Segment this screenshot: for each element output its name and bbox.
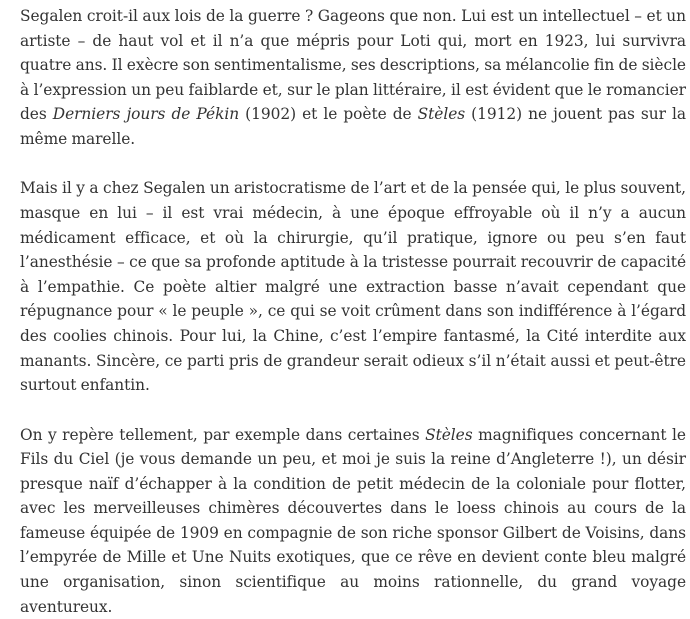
- paragraph-1-text-3: (1912) ne jouent pas sur la même marelle.: [20, 105, 686, 148]
- paragraph-2: [20, 176, 686, 397]
- paragraph-3-text: On y repère tellement, par exemple dans certaines: [20, 426, 425, 444]
- paragraph-1: [20, 4, 686, 152]
- paragraph-3-text-2: magnifiques concernant le Fils du Ciel (je vous demande un peu, et moi je suis la reine d’Angleterre !), un désir presque naïf d’échapper à la condition de petit médecin de la coloniale pour flotter, avec les merveilleuses chimères découvertes dans le loess chinois au cours de la fameuse équipée de 1909 en compagnie de son riche sponsor Gilbert de Voisins, dans l’empyrée de Mille et Une Nuits exotiques, que ce rêve en devient conte bleu malgré une organisation, sinon scientifique au moins rationnelle, du grand voyage aventureux.: [20, 426, 686, 616]
- paragraph-2-text: Mais il y a chez Segalen un aristocratisme de l’art et de la pensée qui, le plus souvent, masque en lui – il est vrai médecin, à une époque effroyable où il n’y a aucun médicament efficace, et où la chirurgie, qu’il pratique, ignore ou peu s’en faut l’anesthésie – ce que sa profonde aptitude à la tristesse pourrait recouvrir de capacité à l’empathie. Ce poète altier malgré une extraction basse n’avait cependant que répugnance pour « le peuple », ce qui se voit crûment dans son indifférence à l’égard des coolies chinois. Pour lui, la Chine, c’est l’empire fantasmé, la Cité interdite aux manants. Sincère, ce parti pris de grandeur serait odieux s’il n’était aussi et peut-être surtout enfantin.: [20, 179, 686, 394]
- paragraph-3: [20, 423, 686, 619]
- title-derniers-jours-de-pekin: Derniers jours de Pékin: [53, 105, 239, 123]
- paragraph-1-text: Segalen croit-il aux lois de la guerre ? Gageons que non. Lui est un intellectuel – et un artiste – de haut vol et il n’a que mépris pour Loti qui, mort en 1923, lui survivra quatre ans. Il exècre son sentimentalisme, ses descriptions, sa mélancolie fin de siècle à l’expression un peu faiblarde et, sur le plan littéraire, il est évident que le romancier des: [20, 7, 686, 123]
- paragraph-1-text-2: (1902) et le poète de: [239, 105, 418, 123]
- title-steles: Stèles: [418, 105, 465, 123]
- title-steles-2: Stèles: [425, 426, 472, 444]
